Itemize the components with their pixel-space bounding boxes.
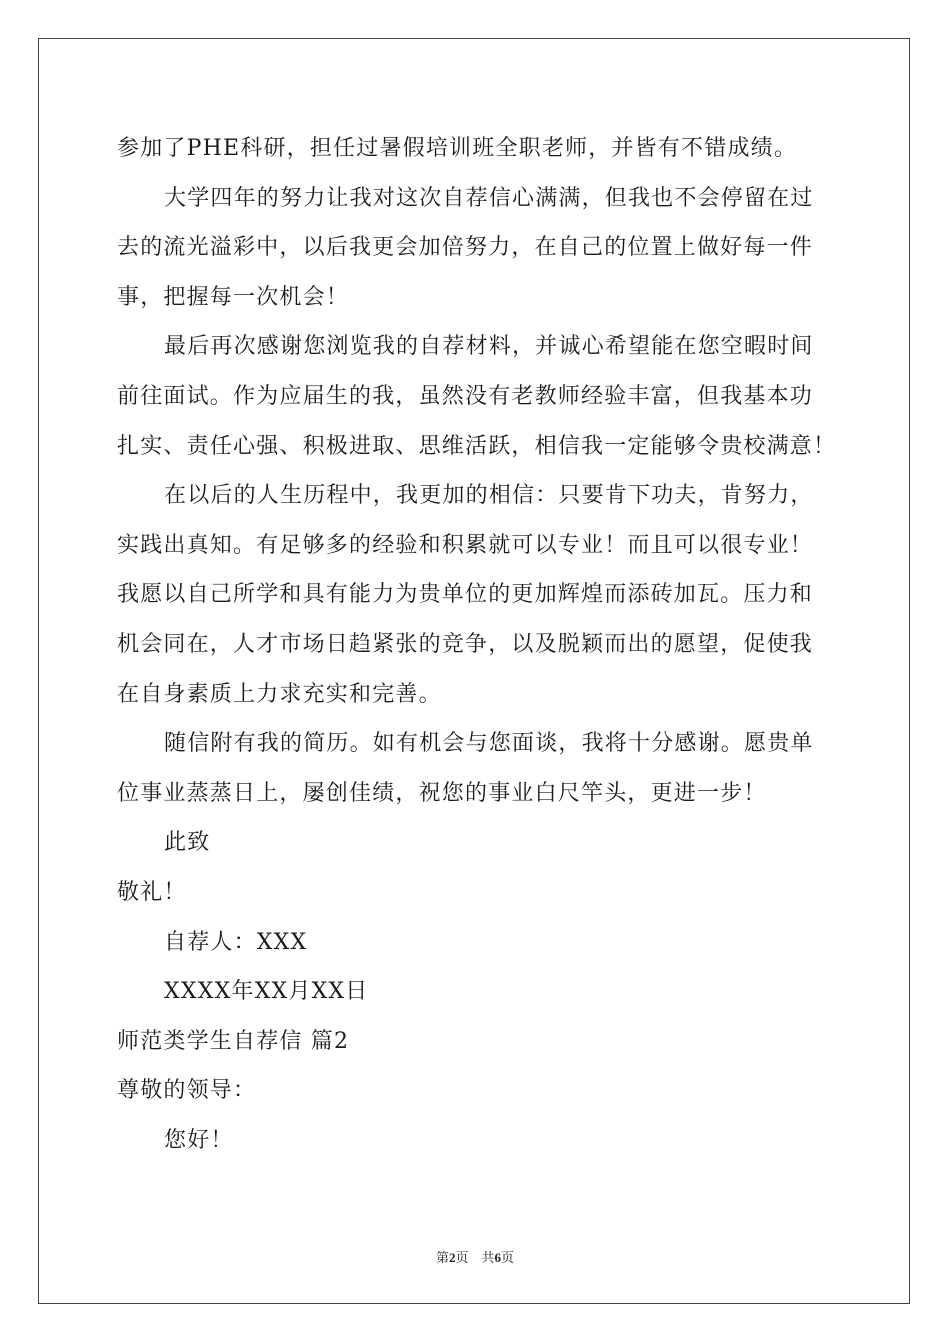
text-line: 位事业蒸蒸日上，屡创佳绩，祝您的事业白尺竿头，更进一步！ bbox=[117, 780, 767, 806]
text-line: 随信附有我的简历。如有机会与您面谈，我将十分感谢。愿贵单 bbox=[164, 731, 814, 757]
greeting: 您好！ bbox=[164, 1127, 234, 1153]
text-line: 事，把握每一次机会！ bbox=[117, 284, 350, 310]
page-prefix: 第 bbox=[435, 1250, 449, 1265]
page-number: 2 bbox=[448, 1250, 456, 1265]
total-pages: 6 bbox=[494, 1250, 502, 1265]
page-footer bbox=[0, 1247, 950, 1266]
text-line: 前往面试。作为应届生的我，虽然没有老教师经验丰富，但我基本功 bbox=[117, 383, 814, 409]
total-suffix: 页 bbox=[501, 1250, 515, 1265]
greeting-recipient: 尊敬的领导： bbox=[117, 1078, 257, 1104]
text-line: 大学四年的努力让我对这次自荐信心满满，但我也不会停留在过 bbox=[164, 185, 814, 211]
date-line: XXXX年XX月XX日 bbox=[164, 979, 369, 1005]
text-line: 实践出真知。有足够多的经验和积累就可以专业！而且可以很专业！ bbox=[117, 532, 814, 558]
signature-line: 自荐人：XXX bbox=[164, 929, 308, 955]
text-line: 去的流光溢彩中，以后我更会加倍努力，在自己的位置上做好每一件 bbox=[117, 235, 814, 261]
document-body bbox=[117, 124, 837, 1165]
text-line: 在以后的人生历程中，我更加的相信：只要肯下功夫，肯努力， bbox=[164, 483, 814, 509]
text-line: 在自身素质上力求充实和完善。 bbox=[117, 681, 442, 707]
salutation-closing: 敬礼！ bbox=[117, 879, 187, 905]
text-line: 最后再次感谢您浏览我的自荐材料，并诚心希望能在您空暇时间 bbox=[164, 334, 814, 360]
total-prefix: 共 bbox=[481, 1250, 495, 1265]
text-line: 扎实、责任心强、积极进取、思维活跃，相信我一定能够令贵校满意！ bbox=[117, 433, 837, 459]
text-line: 机会同在，人才市场日趋紧张的竞争，以及脱颖而出的愿望，促使我 bbox=[117, 631, 814, 657]
text-line: 我愿以自己所学和具有能力为贵单位的更加辉煌而添砖加瓦。压力和 bbox=[117, 582, 814, 608]
page-suffix: 页 bbox=[455, 1250, 469, 1265]
section-heading: 师范类学生自荐信 篇2 bbox=[117, 1028, 350, 1054]
text-line: 参加了PHE科研，担任过暑假培训班全职老师，并皆有不错成绩。 bbox=[117, 136, 798, 161]
closing-phrase: 此致 bbox=[164, 830, 211, 856]
